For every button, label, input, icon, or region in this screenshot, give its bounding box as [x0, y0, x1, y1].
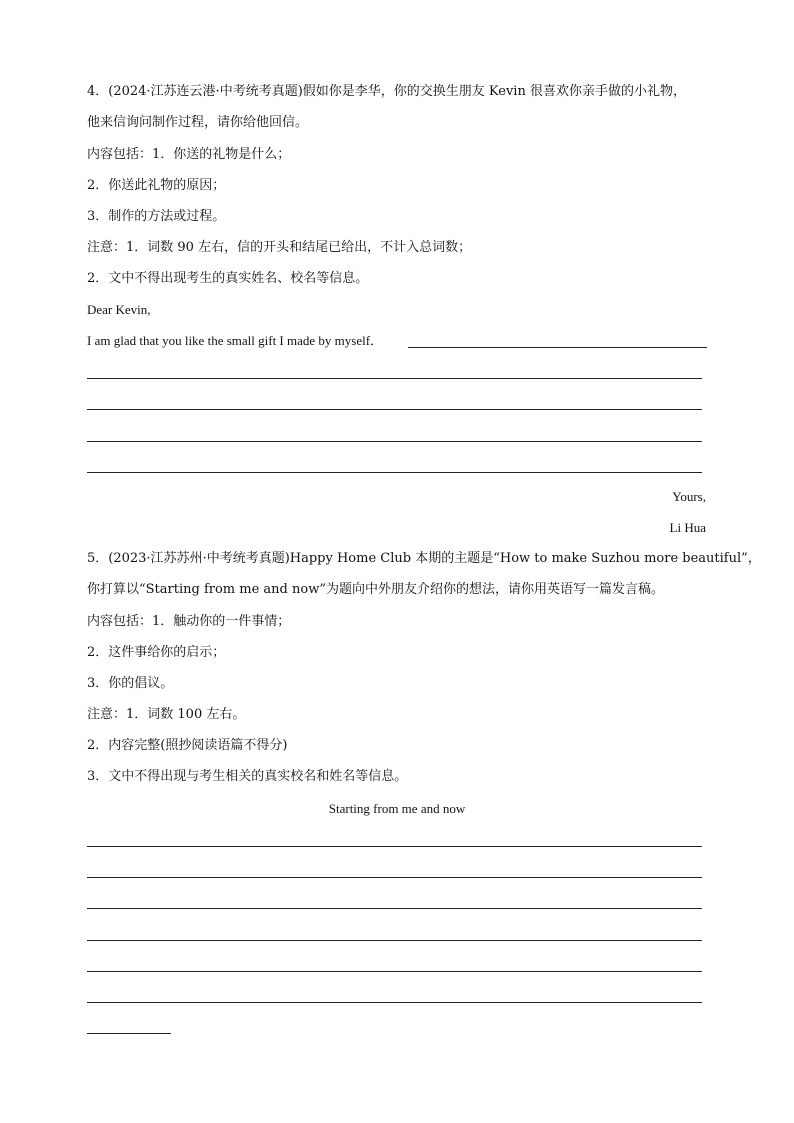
q4-note-2: 2．文中不得出现考生的真实姓名、校名等信息。 [87, 271, 369, 286]
q5-note-2: 2．内容完整(照抄阅读语篇不得分) [87, 738, 288, 753]
q5-prompt-line-1: 5．(2023·江苏苏州·中考统考真题)Happy Home Club 本期的主题是“How to make Suzhou more beautiful”， [87, 551, 761, 566]
q5-note-1: 注意：1．词数 100 左右。 [87, 707, 246, 722]
q4-answer-line[interactable] [87, 472, 702, 473]
q5-note-3: 3．文中不得出现与考生相关的真实校名和姓名等信息。 [87, 769, 408, 784]
q5-content-item-1: 内容包括：1．触动你的一件事情； [87, 614, 291, 629]
q4-salutation: Dear Kevin, [87, 302, 151, 317]
q5-answer-line[interactable] [87, 971, 702, 972]
q4-content-item-2: 2．你送此礼物的原因； [87, 178, 226, 193]
q4-closing: Yours, [672, 489, 706, 504]
q4-opening-sentence: I am glad that you like the small gift I made by myself． [87, 333, 384, 348]
q4-prompt-line-2: 他来信询问制作过程，请你给他回信。 [87, 115, 309, 130]
q4-signature: Li Hua [669, 520, 706, 535]
q5-answer-line[interactable] [87, 846, 702, 847]
q4-answer-line[interactable] [87, 378, 702, 379]
q4-answer-line[interactable] [87, 441, 702, 442]
q5-answer-line[interactable] [87, 1002, 702, 1003]
q5-content-item-2: 2．这件事给你的启示； [87, 645, 226, 660]
q4-note-1: 注意：1．词数 90 左右，信的开头和结尾已给出，不计入总词数； [87, 240, 472, 255]
q5-answer-line[interactable] [87, 877, 702, 878]
q5-answer-line[interactable] [87, 908, 702, 909]
q4-content-item-1: 内容包括：1．你送的礼物是什么； [87, 147, 291, 162]
q5-answer-line-short[interactable] [87, 1033, 171, 1034]
q5-content-item-3: 3．你的倡议。 [87, 676, 174, 691]
q4-content-item-3: 3．制作的方法或过程。 [87, 209, 226, 224]
q4-answer-line-inline[interactable] [408, 347, 707, 348]
q5-essay-title: Starting from me and now [328, 801, 466, 816]
q5-prompt-line-2: 你打算以“Starting from me and now”为题向中外朋友介绍你的想法，请你用英语写一篇发言稿。 [87, 582, 664, 597]
q5-answer-line[interactable] [87, 940, 702, 941]
q4-answer-line[interactable] [87, 409, 702, 410]
q4-prompt-line-1: 4．(2024·江苏连云港·中考统考真题)假如你是李华，你的交换生朋友 Kevin 很喜欢你亲手做的小礼物， [87, 84, 686, 99]
